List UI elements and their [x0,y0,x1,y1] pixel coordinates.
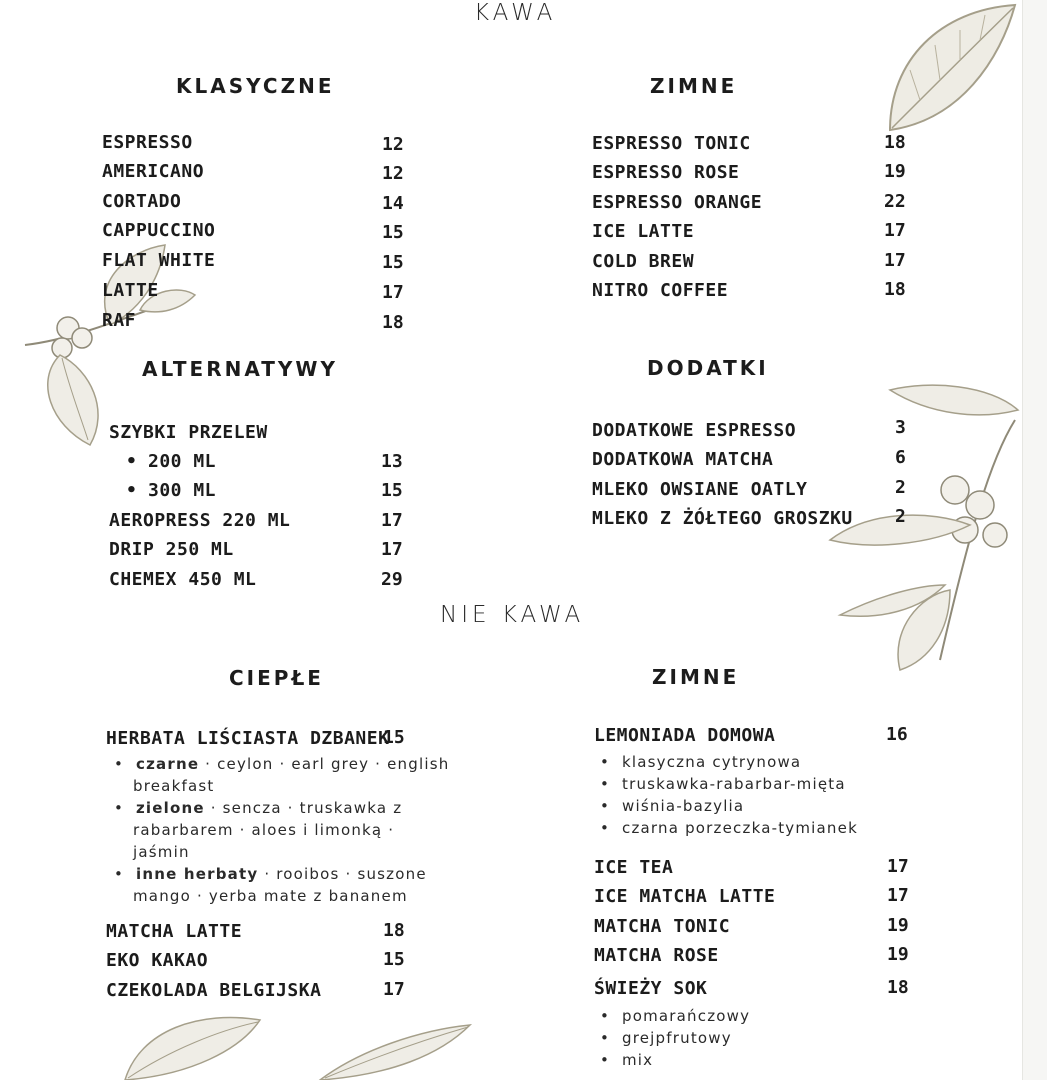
menu-item-name: AMERICANO [102,161,205,182]
tea-option-line: • czarne · ceylon · earl grey · english [114,755,450,773]
menu-item-price: 18 [383,920,405,941]
menu-item-price: 19 [884,161,906,182]
bullet-icon: • [600,1029,611,1047]
menu-item-price: 17 [381,539,403,560]
menu-item-price: 18 [887,977,909,998]
menu-item-name: CAPPUCCINO [102,220,216,241]
tea-option-line: • zielone · sencza · truskawka z [114,799,403,817]
menu-item-name: LEMONIADA DOMOWA [594,725,776,746]
menu-item-name: MATCHA ROSE [594,945,719,966]
menu-item-price: 15 [383,727,405,748]
menu-item-name: CHEMEX 450 ML [109,569,257,590]
lemonade-option: • wiśnia-bazylia [600,797,745,815]
menu-item-name: ICE LATTE [592,221,695,242]
lemonade-option: • czarna porzeczka-tymianek [600,819,858,837]
menu-item-price: 18 [884,132,906,153]
menu-item-name: EKO KAKAO [106,950,209,971]
menu-item-price: 29 [381,569,403,590]
section-title-nie-kawa: NIE KAWA [440,602,585,628]
bullet-icon: • [126,480,138,501]
menu-item-price: 19 [887,915,909,936]
bullet-icon: • [114,755,125,773]
menu-item-name: LATTE [102,280,159,301]
menu-item-price: 13 [381,451,403,472]
bullet-icon: • [114,799,125,817]
bullet-icon: • [600,1007,611,1025]
menu-item-price: 2 [895,506,906,527]
menu-item-name: DODATKOWA MATCHA [592,449,774,470]
menu-item-price: 22 [884,191,906,212]
bullet-icon: • [600,775,611,793]
menu-item-name: ESPRESSO ORANGE [592,192,763,213]
category-title-zimne-nie-kawa: ZIMNE [652,665,740,689]
menu-item-name: ICE MATCHA LATTE [594,886,776,907]
menu-item-name: ESPRESSO TONIC [592,133,751,154]
lemonade-option: • truskawka-rabarbar-mięta [600,775,846,793]
menu-item-price: 17 [382,282,404,303]
menu-item-name: ESPRESSO [102,132,193,153]
bullet-icon: • [600,1051,611,1069]
menu-item-name: ŚWIEŻY SOK [594,978,708,999]
menu-item-price: 12 [382,163,404,184]
menu-item-name: • 300 ML [126,480,217,501]
menu-item-name: MLEKO OWSIANE OATLY [592,479,808,500]
category-title-dodatki: DODATKI [647,356,769,380]
menu-item-price: 3 [895,417,906,438]
category-title-cieple: CIEPŁE [229,666,324,690]
juice-option: • pomarańczowy [600,1007,751,1025]
menu-item-name: MATCHA TONIC [594,916,731,937]
menu-item-name: COLD BREW [592,251,695,272]
bullet-icon: • [126,451,138,472]
menu-item-price: 6 [895,447,906,468]
menu-item-price: 15 [381,480,403,501]
bullet-icon: • [114,865,125,883]
menu-item-price: 17 [887,885,909,906]
bullet-icon: • [600,797,611,815]
menu-item-price: 19 [887,944,909,965]
tea-option-line: jaśmin [133,843,190,861]
tea-option-line: rabarbarem · aloes i limonką · [133,821,395,839]
juice-option: • grejpfrutowy [600,1029,732,1047]
coffee-branch-left-illustration [20,240,200,450]
juice-option: • mix [600,1051,654,1069]
menu-item-price: 18 [884,279,906,300]
leaf-top-right-illustration [880,0,1020,140]
menu-item-name: DODATKOWE ESPRESSO [592,420,797,441]
menu-item-price: 15 [383,949,405,970]
tea-option-line: • inne herbaty · rooibos · suszone [114,865,427,883]
menu-item-name: SZYBKI PRZELEW [109,422,268,443]
menu-item-name: MATCHA LATTE [106,921,243,942]
menu-item-name: • 200 ML [126,451,217,472]
menu-item-price: 18 [382,312,404,333]
menu-item-price: 2 [895,477,906,498]
bullet-icon: • [600,753,611,771]
menu-item-price: 17 [884,250,906,271]
menu-item-price: 17 [884,220,906,241]
menu-item-name: ESPRESSO ROSE [592,162,740,183]
menu-item-name: DRIP 250 ML [109,539,234,560]
leaf-bottom-illustration [120,990,480,1080]
menu-item-name: CZEKOLADA BELGIJSKA [106,980,322,1001]
menu-item-price: 15 [382,252,404,273]
menu-item-name: FLAT WHITE [102,250,216,271]
coffee-branch-right-illustration [820,380,1020,680]
menu-item-name: CORTADO [102,191,182,212]
bullet-icon: • [600,819,611,837]
tea-option-line: breakfast [133,777,215,795]
menu-item-price: 16 [886,724,908,745]
category-title-klasyczne: KLASYCZNE [176,74,335,98]
menu-item-name: ICE TEA [594,857,674,878]
menu-item-price: 14 [382,193,404,214]
menu-item-name: AEROPRESS 220 ML [109,510,291,531]
menu-item-name: NITRO COFFEE [592,280,729,301]
menu-item-name: HERBATA LIŚCIASTA DZBANEK [106,728,390,749]
menu-item-name: RAF [102,310,137,331]
menu-item-price: 15 [382,222,404,243]
menu-item-price: 17 [383,979,405,1000]
menu-item-price: 17 [381,510,403,531]
page-edge-shadow [1022,0,1047,1080]
menu-item-price: 17 [887,856,909,877]
category-title-zimne-kawa: ZIMNE [650,74,738,98]
section-title-kawa: KAWA [474,0,557,26]
category-title-alternatywy: ALTERNATYWY [142,357,338,381]
menu-item-price: 12 [382,134,404,155]
menu-item-name: MLEKO Z ŻÓŁTEGO GROSZKU [592,508,853,529]
lemonade-option: • klasyczna cytrynowa [600,753,802,771]
tea-option-line: mango · yerba mate z bananem [133,887,408,905]
